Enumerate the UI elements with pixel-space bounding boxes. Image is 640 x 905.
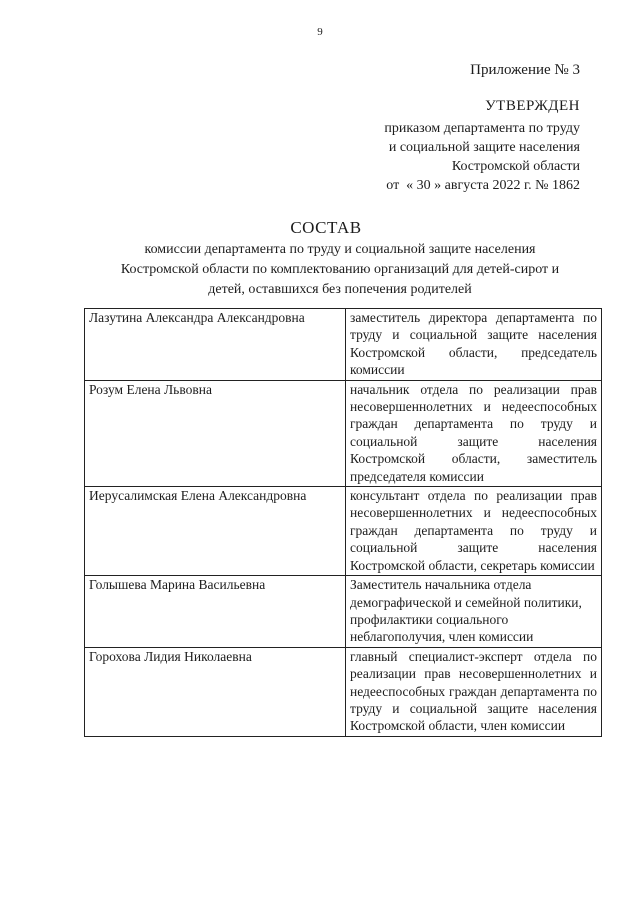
- approval-line-2: и социальной защите населения: [388, 140, 580, 155]
- table-row: [85, 487, 602, 576]
- member-role: Заместитель начальника отдела демографической и семейной политики, профилактики социального неблагополучия, член комиссии: [346, 576, 602, 648]
- member-role: главный специалист-эксперт отдела по реализации прав несовершеннолетних и недееспособных граждан департамента по труду и социальной защите населения Костромской области, член комиссии: [346, 647, 602, 736]
- member-role: консультант отдела по реализации прав несовершеннолетних и недееспособных граждан департамента по труду и социальной защите населения Костромской области, секретарь комиссии: [346, 487, 602, 576]
- appendix-label: Приложение № 3: [470, 62, 580, 78]
- table-row: [85, 647, 602, 736]
- approval-title: УТВЕРЖДЕН: [485, 98, 580, 114]
- subtitle-line-1: комиссии департамента по труду и социальной защите населения: [144, 242, 536, 257]
- member-name: Лазутина Александра Александровна: [85, 309, 346, 381]
- member-name: Иерусалимская Елена Александровна: [85, 487, 346, 576]
- member-role: начальник отдела по реализации прав несовершеннолетних и недееспособных граждан департамента по труду и социальной защите населения Костромской области, заместитель председателя комиссии: [346, 380, 602, 486]
- approval-line-1: приказом департамента по труду: [384, 121, 580, 136]
- table-row: [85, 576, 602, 648]
- member-name: Горохова Лидия Николаевна: [85, 647, 346, 736]
- subtitle-line-3: детей, оставшихся без попечения родителей: [208, 282, 472, 297]
- document-title: СОСТАВ: [290, 218, 362, 237]
- member-role: заместитель директора департамента по труду и социальной защите населения Костромской области, председатель комиссии: [346, 309, 602, 381]
- member-name: Голышева Марина Васильевна: [85, 576, 346, 648]
- document-subtitle: [92, 240, 588, 300]
- approval-line-3: Костромской области: [451, 159, 580, 174]
- commission-members-table: [84, 308, 602, 737]
- approval-line-4: от « 30 » августа 2022 г. № 1862: [386, 178, 580, 193]
- table-row: [85, 380, 602, 486]
- approval-block: [384, 97, 580, 195]
- subtitle-line-2: Костромской области по комплектованию организаций для детей-сирот и: [120, 262, 560, 277]
- page-number: 9: [317, 26, 323, 38]
- table-row: [85, 309, 602, 381]
- member-name: Розум Елена Львовна: [85, 380, 346, 486]
